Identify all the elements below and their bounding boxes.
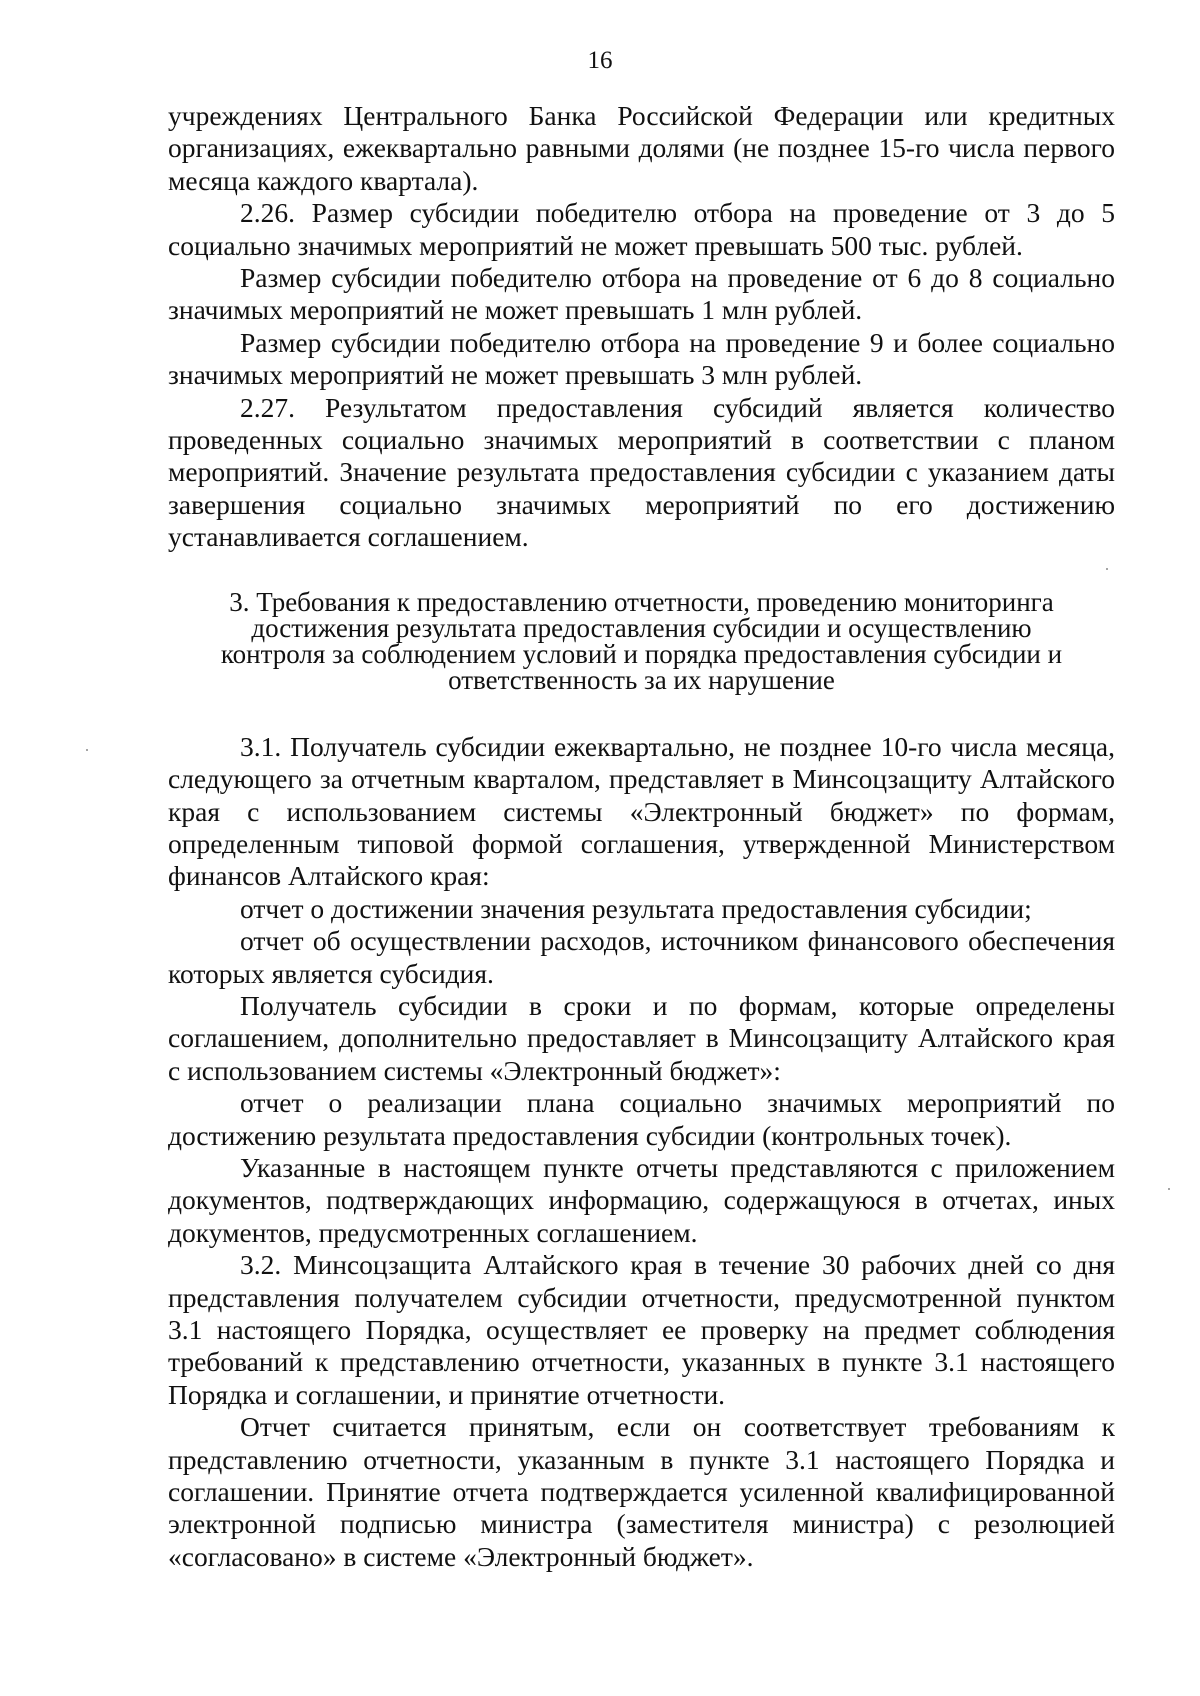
paragraph-report-result: отчет о достижении значения результата предоставления субсидии; <box>240 892 1032 924</box>
page-number: 16 <box>587 47 613 74</box>
paragraph-3-2: 3.2. Минсоцзащита Алтайского края в течение 30 рабочих дней со дня представления получателем субсидии отчетности, предусмотренной пунктом 3.1 настоящего Порядка, осуществляет ее проверку на предмет соблюдения требований к представлению отчетности, указанных в пункте 3.1 настоящего Порядка и соглашении, и принятие отчетности. <box>168 1249 1115 1410</box>
paragraph-report-expenses: отчет об осуществлении расходов, источником финансового обеспечения которых является субсидия. <box>168 925 1115 989</box>
paragraph-attachments: Указанные в настоящем пункте отчеты представляются с приложением документов, подтверждающих информацию, содержащуюся в отчетах, иных документов, предусмотренных соглашением. <box>168 1151 1115 1248</box>
scan-speck <box>86 749 88 751</box>
paragraph-additional-reports: Получатель субсидии в сроки и по формам, которые определены соглашением, дополнительно предоставляет в Минсоцзащиту Алтайского края с использованием системы «Электронный бюджет»: <box>168 989 1115 1086</box>
paragraph-3-1: 3.1. Получатель субсидии ежеквартально, не позднее 10-го числа месяца, следующего за отчетным кварталом, представляет в Минсоцзащиту Алтайского края с использованием системы «Электронный бюджет» по формам, определенным типовой формой соглашения, утвержденной Министерством финансов Алтайского края: <box>168 730 1115 892</box>
paragraph-continuation: учреждениях Центрального Банка Российской Федерации или кредитных организациях, ежеквартально равными долями (не позднее 15-го числа первого месяца каждого квартала). <box>168 100 1115 196</box>
scan-speck <box>1168 1188 1170 1190</box>
paragraph-report-accepted: Отчет считается принятым, если он соответствует требованиям к представлению отчетности, указанным в пункте 3.1 настоящего Порядка и соглашении. Принятие отчета подтверждается усиленной квалифицированной электронной подписью министра (заместителя министра) с резолюцией «согласовано» в системе «Электронный бюджет». <box>168 1411 1115 1572</box>
paragraph-plan-report: отчет о реализации плана социально значимых мероприятий по достижению результата предоставления субсидии (контрольных точек). <box>168 1087 1115 1151</box>
section-3-heading: 3. Требования к предоставлению отчетности, проведению мониторинга достижения результата предоставления субсидии и осуществлению контроля за соблюдением условий и порядка предоставления субсидии и ответственность за их нарушение <box>220 586 1063 695</box>
paragraph-2-27: 2.27. Результатом предоставления субсидий является количество проведенных социально значимых мероприятий в соответствии с планом мероприятий. Значение результата предоставления субсидии с указанием даты завершения социально значимых мероприятий по его достижению устанавливается соглашением. <box>168 391 1115 553</box>
paragraph-2-26: 2.26. Размер субсидии победителю отбора на проведение от 3 до 5 социально значимых мероприятий не может превышать 500 тыс. рублей. <box>168 197 1115 261</box>
document-body <box>168 100 1115 1573</box>
paragraph-subsidy-6-8: Размер субсидии победителю отбора на проведение от 6 до 8 социально значимых мероприятий не может превышать 1 млн рублей. <box>168 262 1115 326</box>
paragraph-subsidy-9-plus: Размер субсидии победителю отбора на проведение 9 и более социально значимых мероприятий не может превышать 3 млн рублей. <box>168 326 1115 391</box>
